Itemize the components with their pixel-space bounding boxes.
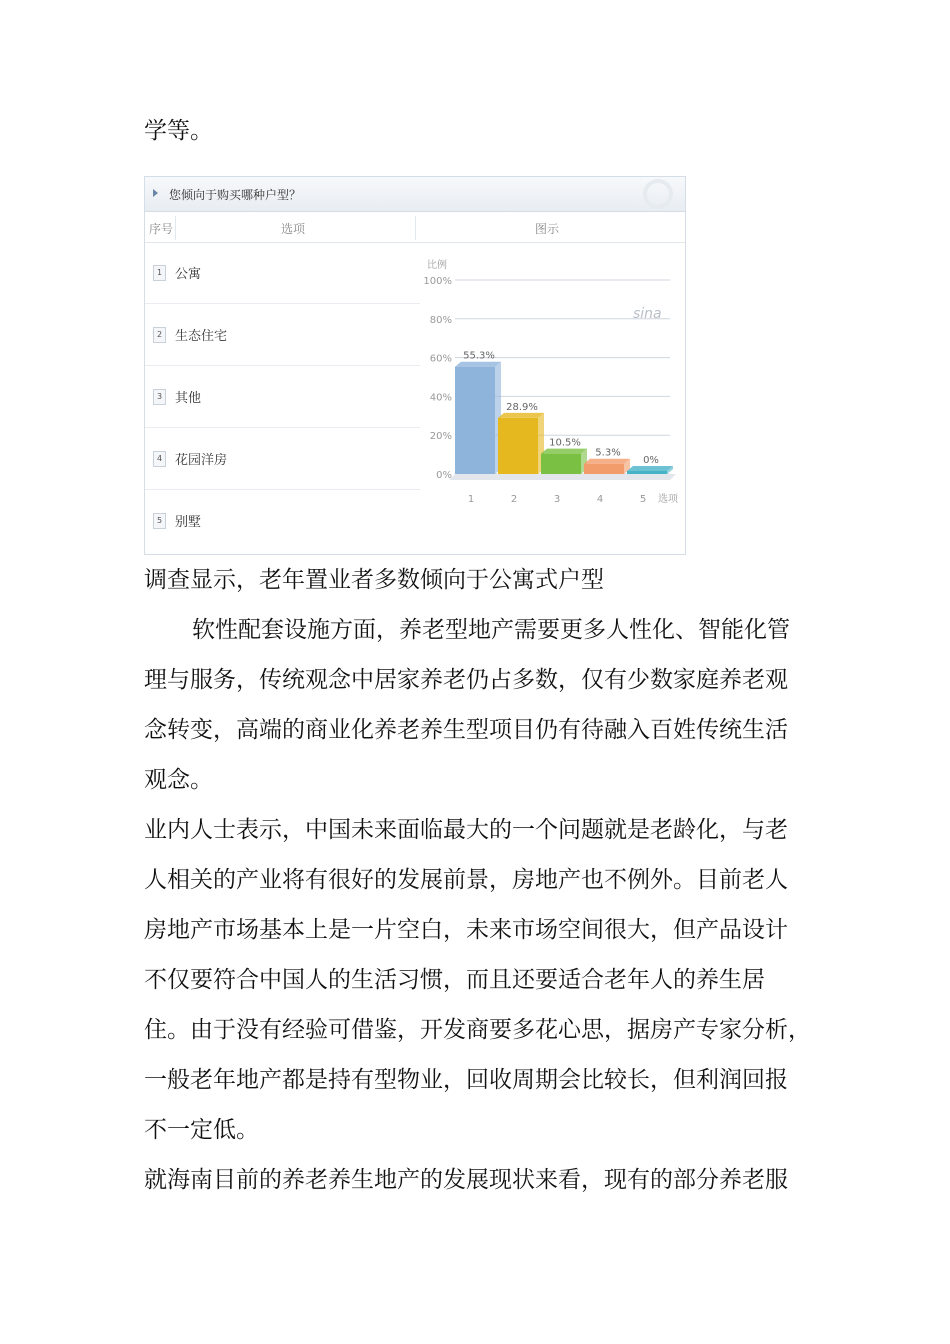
bar [541,454,581,474]
text-line: 念转变，高端的商业化养老养生型项目仍有待融入百姓传统生活 [144,717,788,743]
swirl-logo-icon [643,179,673,209]
y-tick-label: 60% [429,353,452,365]
bar [498,418,538,474]
option-number: 3 [153,389,166,405]
option-row [145,490,420,552]
text-line: 学等。 [144,118,213,144]
x-axis-label: 选项 [658,494,678,505]
option-number: 4 [153,451,166,467]
col-no: 序号 [149,222,174,236]
option-row [145,304,420,366]
col-option: 选项 [281,222,306,236]
text-line: 就海南目前的养老养生地产的发展现状来看，现有的部分养老服 [144,1167,788,1193]
text-line: 软性配套设施方面，养老型地产需要更多人性化、智能化管 [192,617,790,643]
text-line: 住。由于没有经验可借鉴，开发商要多花心思，据房产专家分析， [144,1017,811,1043]
option-label: 别墅 [175,515,202,530]
data-label: 5.3% [595,447,621,459]
x-tick-label: 4 [596,494,604,505]
data-label: 55.3% [463,350,495,362]
survey-widget [144,176,686,555]
y-tick-label: 20% [429,431,452,443]
text-line: 一般老年地产都是持有型物业，回收周期会比较长，但利润回报 [144,1067,788,1093]
figure-caption: 调查显示，老年置业者多数倾向于公寓式户型 [144,567,604,593]
y-tick-label: 80% [429,314,452,326]
watermark-text: sina [633,306,662,322]
option-row [145,366,420,428]
col-chart: 图示 [535,222,560,236]
y-tick-label: 40% [429,392,452,404]
text-line: 人相关的产业将有很好的发展前景，房地产也不例外。目前老人 [144,867,788,893]
text-line: 理与服务，传统观念中居家养老仍占多数，仅有少数家庭养老观 [144,667,788,693]
text-line: 观念。 [144,767,213,793]
arrow-icon [153,189,158,197]
y-axis-label: 比例 [427,260,447,271]
bar-top [541,449,587,454]
survey-header [145,177,685,212]
chart-floor [449,474,676,480]
x-tick-label: 3 [553,494,561,505]
option-label: 花园洋房 [175,453,228,468]
option-label: 公寓 [175,267,202,282]
survey-column-headers [145,212,685,243]
option-row [145,242,420,304]
data-label: 10.5% [549,437,581,449]
survey-question: 您倾向于购买哪种户型？ [169,188,302,202]
bar-chart [415,242,683,552]
option-row [145,428,420,490]
bar-top [627,466,673,471]
y-tick-label: 0% [436,470,452,481]
option-number: 2 [153,327,166,343]
text-line: 不仅要符合中国人的生活习惯，而且还要适合老年人的养生居 [144,967,765,993]
data-label: 0% [643,455,659,466]
text-line: 不一定低。 [144,1117,259,1143]
bar [584,464,624,474]
bar-top [584,459,630,464]
bar [455,367,495,474]
text-line: 房地产市场基本上是一片空白，未来市场空间很大，但产品设计 [144,917,788,943]
y-tick-label: 100% [423,276,452,287]
x-tick-label: 1 [467,494,475,505]
bar-top [498,413,544,418]
bar [627,471,667,474]
option-number: 5 [153,513,166,529]
text-line: 业内人士表示，中国未来面临最大的一个问题就是老龄化，与老 [144,817,788,843]
x-tick-label: 5 [639,494,647,505]
data-label: 28.9% [506,401,538,413]
option-label: 生态住宅 [175,329,228,344]
x-tick-label: 2 [510,494,518,505]
bar-top [455,362,501,367]
option-label: 其他 [175,391,202,406]
option-number: 1 [153,265,166,281]
